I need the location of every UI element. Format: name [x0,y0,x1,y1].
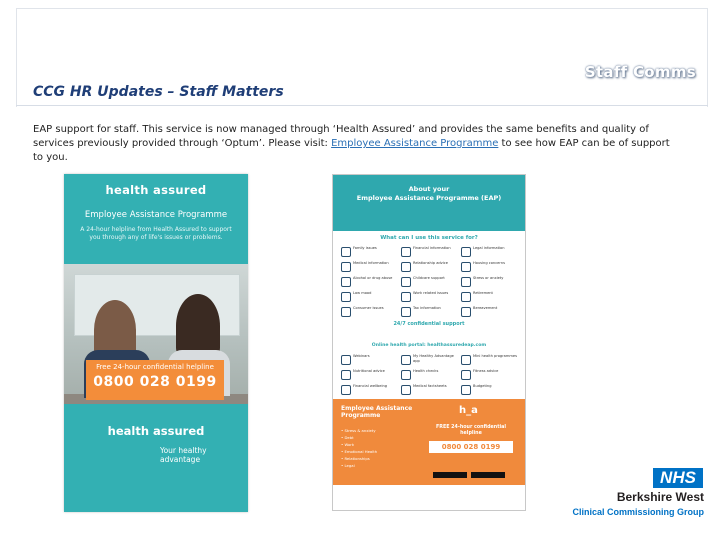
eap-link[interactable]: Employee Assistance Programme [331,138,499,149]
service-item [401,305,459,319]
service-label: Tax information [413,306,441,310]
service-item [461,305,519,319]
service-icon [461,385,471,395]
service-icon [461,247,471,257]
service-icon [341,247,351,257]
service-icon [461,307,471,317]
poster2-support-heading: 24/7 confidential support [393,321,465,327]
intro-text-after: to see how EAP can be of support to you. [33,138,670,163]
service-icon [461,370,471,380]
service-label: Webinars [353,354,370,358]
service-icon [341,385,351,395]
service-label: Stress or anxiety [473,276,504,280]
service-label: My Healthy Advantage app [413,354,454,363]
poster2-phone: 0800 028 0199 [429,441,513,453]
person-icon [176,294,220,358]
footer-list-item: • Debt [341,435,354,440]
service-item [401,245,459,259]
service-label: Legal information [473,246,505,250]
service-label: Nutritional advice [353,369,385,373]
header-divider [16,105,708,106]
service-icon [461,355,471,365]
intro-paragraph [33,123,673,165]
service-label: Budgeting [473,384,492,388]
footer-list-item: • Work [341,442,355,447]
service-item [461,245,519,259]
service-label: Family issues [353,246,377,250]
service-item [461,290,519,304]
poster2-footer-list [341,427,411,469]
poster2-header [333,175,525,231]
service-item [341,290,399,304]
service-label: Low mood [353,291,372,295]
service-label: Childcare support [413,276,445,280]
brand-title: Staff Comms [584,63,696,81]
footer-list-item: • Legal [341,463,355,468]
service-label: Housing concerns [473,261,505,265]
poster2-heading-line1: About your [408,185,450,193]
org-subtitle: Clinical Commissioning Group [572,507,704,517]
service-label: Financial wellbeing [353,384,388,388]
app-store-badges [433,463,509,469]
service-icon [401,292,411,302]
service-icon [401,262,411,272]
poster-description: A 24-hour helpline from Health Assured to support you through any of life's issues or problems. [80,226,232,241]
poster2-free-line: FREE 24-hour confidential helpline [435,425,507,436]
service-icon [341,262,351,272]
helpline-box [86,360,224,400]
google-play-icon [471,472,505,478]
app-store-icon [433,472,467,478]
poster-subtitle: Employee Assistance Programme [84,210,228,220]
service-label: Consumer issues [353,306,384,310]
service-item [401,290,459,304]
service-item [401,353,459,367]
service-item [341,275,399,289]
footer-list-item: • Stress & anxiety [341,428,376,433]
poster-tagline: Your healthy advantage [160,446,207,464]
service-item [461,353,519,367]
poster2-question: What can I use this service for? [380,235,478,241]
service-label: Bereavement [473,306,498,310]
service-item [341,353,399,367]
service-item [461,260,519,274]
service-icon [401,370,411,380]
service-label: Financial information [413,246,451,250]
helpline-label: Free 24-hour confidential helpline [96,363,214,371]
service-item [341,305,399,319]
health-assured-logo: health assured [105,183,207,197]
service-icon [401,307,411,317]
nhs-logo-text: NHS [660,468,696,487]
service-item [341,245,399,259]
poster-header [64,174,248,264]
health-assured-logo: health assured [107,424,205,438]
service-label: Work related issues [413,291,449,295]
service-icon [401,385,411,395]
service-icon [341,355,351,365]
page-title: CCG HR Updates – Staff Matters [33,84,284,100]
poster-photo [64,264,248,424]
service-item [341,368,399,382]
service-item [461,368,519,382]
service-icon [461,262,471,272]
poster2-footer [333,399,525,485]
poster-health-assured [64,174,248,512]
service-icon [341,307,351,317]
service-item [401,260,459,274]
service-item [401,383,459,397]
service-label: Medical factsheets [413,384,447,388]
service-icon [461,292,471,302]
service-item [341,383,399,397]
service-item [461,383,519,397]
service-icon [401,355,411,365]
service-item [341,260,399,274]
footer-list-item: • Relationships [341,456,370,461]
service-label: Alcohol or drug abuse [353,276,393,280]
footer-list-item: • Emotional Health [341,449,378,454]
service-label: Medical information [353,261,389,265]
service-icon [341,292,351,302]
service-icon [341,370,351,380]
poster-about-eap [332,174,526,511]
service-icon [401,247,411,257]
service-label: Health checks [413,369,439,373]
intro-lead: EAP support for staff. [33,124,140,135]
service-label: Relationship advice [413,261,448,265]
service-label: Retirement [473,291,493,295]
service-icon [461,277,471,287]
service-item [461,275,519,289]
ha-logo: h_a [459,405,478,416]
service-label: Fitness advice [473,369,499,373]
poster2-portal-heading: Online health portal: healthassuredeap.com [371,343,487,348]
service-icon [341,277,351,287]
service-item [401,368,459,382]
poster-footer [64,404,248,512]
intro-text-before: This service is now managed through ‘Health Assured’ and provides the same benefits and quality of services previously provided through ‘Optum’. Please visit: [33,124,649,149]
service-label: Mini health programmes [473,354,517,358]
helpline-phone: 0800 028 0199 [93,374,217,390]
poster2-heading-line2: Employee Assistance Programme (EAP) [356,194,502,202]
poster2-footer-title: Employee Assistance Programme [341,405,413,419]
service-item [401,275,459,289]
org-name: Berkshire West [616,490,704,504]
service-icon [401,277,411,287]
nhs-logo [653,468,703,488]
